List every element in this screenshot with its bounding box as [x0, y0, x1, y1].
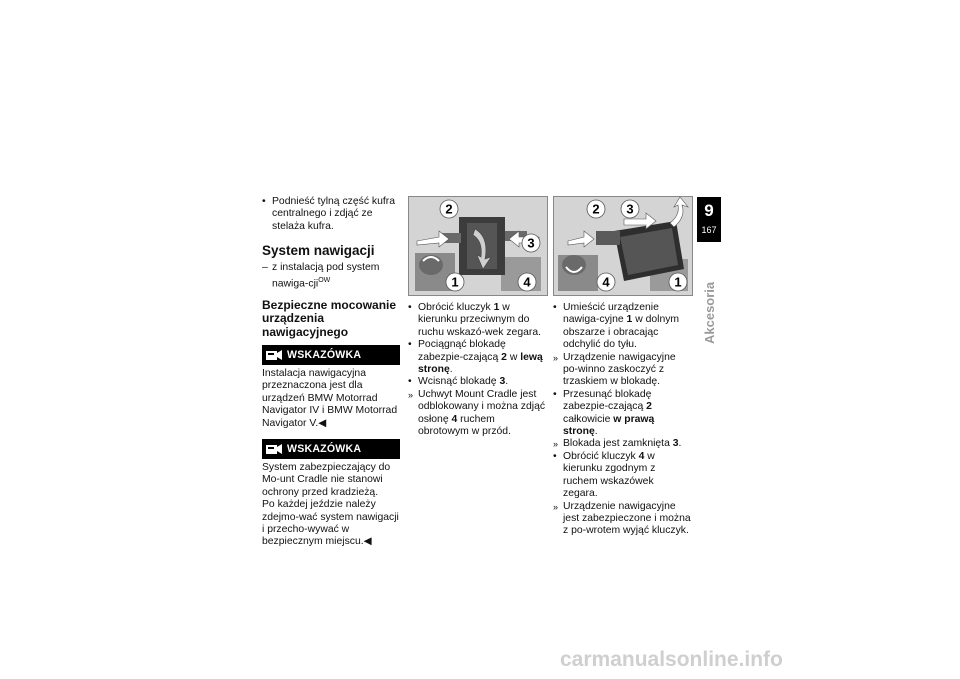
step-text: w: [506, 351, 521, 363]
note-label: WSKAZÓWKA: [287, 348, 362, 361]
watermark: carmanualsonline.info: [560, 648, 783, 671]
equipment-note: [262, 262, 400, 290]
result-text: ruchem obrotowym w przód.: [418, 413, 511, 438]
step-emphasis: w prawą stronę: [563, 413, 655, 438]
note-header-1: [262, 345, 400, 365]
step-text: w kierunku zgodnym z ruchem wskazówek zegara.: [563, 450, 656, 500]
chapter-side-label: [699, 248, 719, 348]
note-text-2a: System zabezpieczający do Mo-unt Cradle nie stanowi ochrony przed kradzieżą.: [262, 462, 391, 498]
step-text: .: [505, 376, 509, 388]
step-text: Przesunąć blokadę zabezpie-czającą: [563, 388, 652, 413]
column-left: [262, 196, 400, 549]
step-pull-lock: [408, 339, 546, 376]
note-label: WSKAZÓWKA: [287, 442, 362, 455]
result-secured: » Urządzenie nawigacyjne jest zabezpieczone i można z po-wrotem wyjąć kluczyk.: [553, 501, 691, 538]
step-text: .: [449, 364, 453, 376]
figure-unlock-cradle: [408, 196, 548, 296]
step-text: Wcisnąć blokadę: [418, 376, 500, 388]
illustration: [409, 197, 547, 295]
result-text: Blokada jest zamknięta: [563, 438, 673, 450]
result-text: .: [678, 438, 682, 450]
figure-label: 2: [592, 201, 600, 217]
equipment-text: z instalacją pod system nawiga-cji: [272, 262, 380, 290]
step-text: Umieścić urządzenie nawiga-cyjne: [563, 302, 659, 326]
step-text: .: [594, 426, 598, 438]
note-icon: [265, 348, 283, 362]
step-ref: 2: [646, 401, 652, 413]
illustration: [554, 197, 692, 295]
figure-install-device: [553, 196, 693, 296]
step-text: Pociągnąć blokadę zabezpie-czającą: [418, 339, 506, 363]
step-text: Obrócić kluczyk: [418, 302, 494, 313]
step-turn-key: [408, 302, 546, 339]
figure-label: 4: [523, 274, 531, 290]
chapter-title: Akcesoria: [702, 281, 717, 344]
section-title: System nawigacji: [262, 243, 375, 259]
step-text: Obrócić kluczyk: [563, 450, 639, 462]
step-text: w kierunku przeciwnym do ruchu wskazó-wek zegara.: [418, 302, 542, 338]
step-emphasis: lewą stronę: [418, 351, 543, 376]
result-unlocked: [408, 389, 546, 439]
step-press-lock: [408, 376, 546, 388]
chapter-tab: [697, 197, 721, 242]
step-ref: 1: [493, 302, 500, 313]
chapter-number: 9: [704, 201, 714, 220]
step-slide-lock: [553, 389, 691, 439]
subsection-title: Bezpieczne mocowanie urządzenia nawigacyjnego: [262, 297, 397, 339]
step-ref: 4: [451, 413, 458, 425]
note-text-1: Instalacja nawigacyjna przeznaczona jest dla urządzeń BMW Motorrad Navigator IV i BMW Motorrad Navigator V.◀: [262, 368, 398, 429]
figure-label: 1: [674, 274, 682, 290]
step-ref: 4: [638, 450, 645, 462]
step-ref: 1: [626, 314, 633, 326]
step-place-device: [553, 302, 691, 352]
figure-label: 1: [451, 274, 459, 290]
result-text: Uchwyt Mount Cradle jest odblokowany i można zdjąć osłonę: [418, 388, 546, 425]
figure-label: 3: [626, 201, 634, 217]
step-text: całkowicie: [563, 413, 614, 425]
figure-label: 2: [445, 201, 453, 217]
step-ref: 3: [672, 438, 679, 450]
result-lock-closed: [553, 438, 691, 450]
result-device-clicks: » Urządzenie nawigacyjne po-winno zaskoczyć z trzaskiem w blokadę.: [553, 352, 691, 389]
step-lift-topcase: • Podnieść tylną część kufra centralnego i zdjąć ze stelaża kufra.: [262, 196, 400, 233]
figure-label: 4: [602, 274, 610, 290]
figure-label: 3: [527, 235, 535, 251]
step-turn-key-back: [553, 451, 691, 501]
column-middle: [408, 196, 546, 438]
step-ref: 3: [499, 376, 506, 388]
step-ref: 2: [501, 351, 507, 363]
column-right: [553, 196, 691, 538]
note-header-2: [262, 439, 400, 459]
equipment-code: OW: [318, 276, 331, 284]
note-text-2b: Po każdej jeździe należy zdejmo-wać system nawigacji i przecho-wywać w bezpiecznym miejscu.◀: [262, 499, 399, 548]
page-number: 167: [701, 225, 717, 235]
note-icon: [265, 442, 283, 456]
step-text: w dolnym obszarze i obracając odchylić do tyłu.: [563, 314, 680, 351]
